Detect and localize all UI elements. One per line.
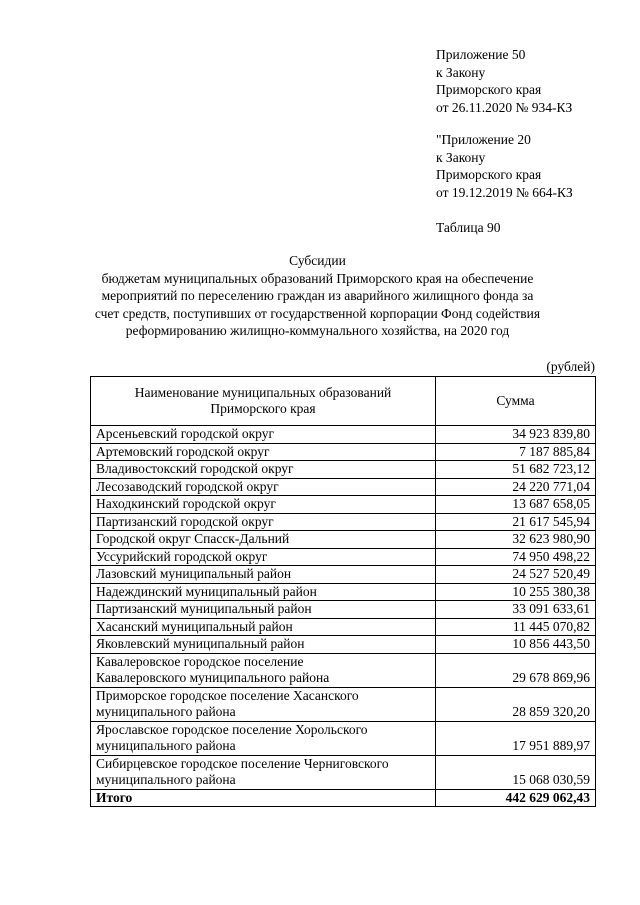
amount-cell: 15 068 030,59 xyxy=(436,755,596,789)
municipality-name-cell xyxy=(91,566,436,584)
table-row xyxy=(91,461,596,479)
appendix-50-line: к Закону xyxy=(436,64,486,80)
municipality-name-line: Партизанский муниципальный район xyxy=(96,601,312,616)
municipality-name-line: Сибирцевское городское поселение Черниговского xyxy=(96,755,389,771)
table-body xyxy=(91,426,596,790)
total-label-cell: Итого xyxy=(91,789,436,807)
table-row xyxy=(91,531,596,549)
municipality-name-cell xyxy=(91,443,436,461)
municipality-name-line: Партизанский городской округ xyxy=(96,513,274,529)
municipality-name-cell xyxy=(91,687,436,721)
amount-cell: 17 951 889,97 xyxy=(436,721,596,755)
municipality-name-cell xyxy=(91,531,436,549)
municipality-name-cell xyxy=(91,583,436,601)
amount-cell: 74 950 498,22 xyxy=(436,548,596,566)
municipality-name-cell xyxy=(91,548,436,566)
table-row xyxy=(91,513,596,531)
appendix-50-line: Приморского края xyxy=(436,82,542,97)
municipality-name-line: муниципального района xyxy=(96,738,236,753)
amount-cell: 34 923 839,80 xyxy=(436,426,596,444)
table-row xyxy=(91,601,596,619)
table-row xyxy=(91,636,596,654)
amount-cell: 29 678 869,96 xyxy=(436,653,596,687)
municipality-name-line: Городской округ Спасск-Дальний xyxy=(96,531,290,546)
subsidy-table xyxy=(90,376,596,807)
table-row xyxy=(91,478,596,496)
municipality-name-line: Кавалеровского муниципального района xyxy=(96,670,330,685)
municipality-name-cell xyxy=(91,755,436,789)
amount-cell: 28 859 320,20 xyxy=(436,687,596,721)
amount-cell: 13 687 658,05 xyxy=(436,496,596,514)
municipality-name-line: муниципального района xyxy=(96,772,236,787)
municipality-name-line: Артемовский городской округ xyxy=(96,443,270,459)
appendix-50-block xyxy=(436,46,572,116)
amount-cell: 7 187 885,84 xyxy=(436,443,596,461)
header-sum-cell: Сумма xyxy=(436,377,596,426)
appendix-50-line: Приложение 50 xyxy=(436,47,526,62)
municipality-name-cell xyxy=(91,496,436,514)
municipality-name-line: Находкинский городской округ xyxy=(96,496,276,511)
appendix-50-line: от 26.11.2020 № 934-КЗ xyxy=(436,99,573,115)
amount-cell: 51 682 723,12 xyxy=(436,461,596,479)
municipality-name-line: муниципального района xyxy=(96,704,236,719)
header-name-line: Приморского края xyxy=(210,401,316,416)
amount-cell: 32 623 980,90 xyxy=(436,531,596,549)
amount-cell: 10 255 380,38 xyxy=(436,583,596,601)
municipality-name-cell xyxy=(91,653,436,687)
municipality-name-cell xyxy=(91,618,436,636)
table-row xyxy=(91,548,596,566)
title-line: мероприятий по переселению граждан из аварийного жилищного фонда за xyxy=(101,288,534,303)
table-total-row xyxy=(91,789,596,807)
title-line: Субсидии xyxy=(289,253,346,268)
table-row xyxy=(91,496,596,514)
table-row xyxy=(91,755,596,789)
municipality-name-cell xyxy=(91,513,436,531)
municipality-name-line: Хасанский муниципальный район xyxy=(96,618,293,634)
municipality-name-line: Приморское городское поселение Хасанского xyxy=(96,687,359,703)
table-row xyxy=(91,566,596,584)
table-row xyxy=(91,721,596,755)
amount-cell: 11 445 070,82 xyxy=(436,618,596,636)
municipality-name-line: Ярославское городское поселение Хорольского xyxy=(96,721,368,737)
appendix-20-line: к Закону xyxy=(436,149,486,165)
unit-label: (рублей) xyxy=(546,359,595,374)
municipality-name-line: Кавалеровское городское поселение xyxy=(96,653,304,669)
appendix-20-block xyxy=(436,131,573,201)
appendix-20-line: от 19.12.2019 № 664-КЗ xyxy=(436,184,573,200)
total-amount-cell: 442 629 062,43 xyxy=(436,789,596,807)
municipality-name-cell xyxy=(91,461,436,479)
municipality-name-line: Лазовский муниципальный район xyxy=(96,566,292,581)
title-line: счет средств, поступивших от государственной корпорации Фонд содействия xyxy=(94,305,541,321)
municipality-name-cell xyxy=(91,478,436,496)
municipality-name-cell xyxy=(91,636,436,654)
amount-cell: 10 856 443,50 xyxy=(436,636,596,654)
amount-cell: 24 527 520,49 xyxy=(436,566,596,584)
header-name-line: Наименование муниципальных образований xyxy=(134,384,392,400)
municipality-name-cell xyxy=(91,426,436,444)
table-row xyxy=(91,443,596,461)
table-row xyxy=(91,687,596,721)
header-name-cell xyxy=(91,377,436,426)
amount-cell: 33 091 633,61 xyxy=(436,601,596,619)
table-row xyxy=(91,583,596,601)
amount-cell: 24 220 771,04 xyxy=(436,478,596,496)
title-line: бюджетам муниципальных образований Приморского края на обеспечение xyxy=(101,270,534,286)
appendix-20-line: Приморского края xyxy=(436,167,542,182)
municipality-name-line: Уссурийский городской округ xyxy=(96,548,268,564)
title-line: реформированию жилищно-коммунального хозяйства, на 2020 год xyxy=(125,323,510,338)
document-title xyxy=(80,252,555,340)
municipality-name-line: Яковлевский муниципальный район xyxy=(96,636,305,651)
municipality-name-line: Надеждинский муниципальный район xyxy=(96,583,317,599)
table-row xyxy=(91,426,596,444)
table-row xyxy=(91,653,596,687)
municipality-name-line: Владивостокский городской округ xyxy=(96,461,294,476)
municipality-name-line: Лесозаводский городской округ xyxy=(96,478,279,494)
amount-cell: 21 617 545,94 xyxy=(436,513,596,531)
table-number: Таблица 90 xyxy=(436,220,501,235)
municipality-name-line: Арсеньевский городской округ xyxy=(96,426,275,441)
table-header-row xyxy=(91,377,596,426)
table-row xyxy=(91,618,596,636)
municipality-name-cell xyxy=(91,601,436,619)
municipality-name-cell xyxy=(91,721,436,755)
appendix-20-line: "Приложение 20 xyxy=(436,132,531,147)
